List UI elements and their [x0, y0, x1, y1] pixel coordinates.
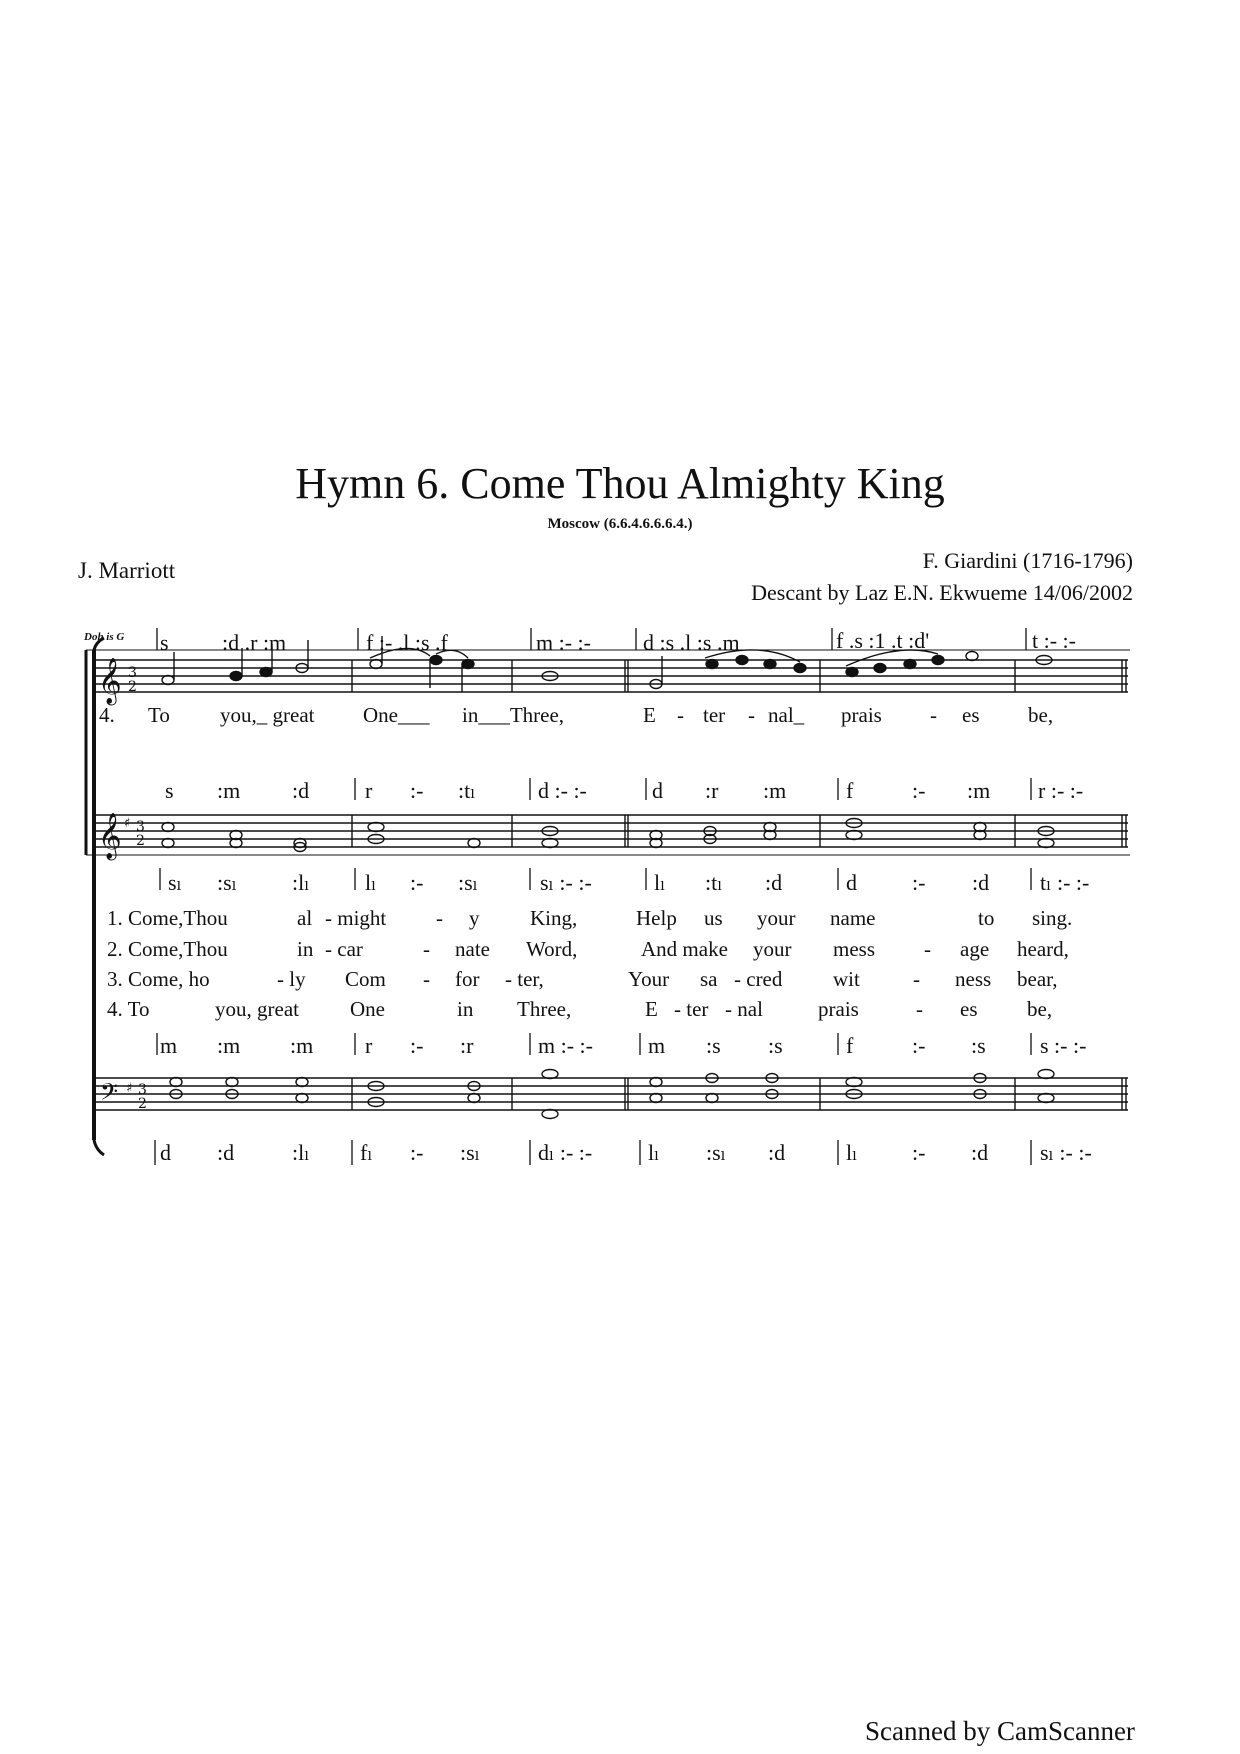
descant-solfa-2: :d .r :m: [222, 630, 287, 655]
descant-lyric-9: -: [748, 703, 755, 727]
tenor-solfa-11: f: [846, 1033, 854, 1058]
note-head: [296, 1094, 308, 1103]
tenor-solfa-4: r: [365, 1033, 373, 1058]
verse-1-syllable: al: [297, 906, 313, 930]
verse-4-syllable: you, great: [215, 997, 299, 1021]
verse-4-syllable: One: [350, 997, 385, 1021]
soprano-solfa-10: :m: [763, 778, 787, 803]
tenor-solfa-8: m: [648, 1033, 666, 1058]
note-head: [932, 656, 944, 665]
descant-time-signature: 3: [128, 665, 137, 681]
descant-lyric-1: 4.: [99, 703, 115, 727]
descant-staff: [96, 660, 1128, 692]
treble-clef-icon: 𝄞: [98, 658, 122, 704]
note-head: [368, 823, 384, 832]
descant-lyric-7: -: [677, 703, 684, 727]
descant-lyric-14: be,: [1028, 703, 1054, 727]
note-head: [170, 1078, 182, 1087]
soprano-solfa-5: :-: [410, 778, 424, 803]
sharp-icon: ♯: [126, 1081, 133, 1096]
composer: F. Giardini (1716-1796): [922, 548, 1133, 573]
verse-3-syllable: 3. Come, ho: [107, 967, 210, 991]
verse-2-syllable: nate: [455, 937, 490, 961]
note-head: [1038, 1094, 1054, 1103]
note-head: [542, 839, 558, 848]
verse-3-syllable: - ly: [277, 967, 306, 991]
descant-lyric-11: prais: [841, 703, 882, 727]
verse-3-syllable: ness: [955, 967, 992, 991]
tenor-solfa-7: m :- :-: [538, 1033, 593, 1058]
verse-4-syllable: 4. To: [107, 997, 150, 1021]
note-head: [846, 668, 858, 677]
verse-2-syllable: -: [924, 937, 931, 961]
note-head: [370, 660, 382, 669]
note-head: [764, 660, 776, 669]
verse-4-syllable: es: [960, 997, 978, 1021]
verse-2-syllable: And make: [641, 937, 728, 961]
verse-3-syllable: for: [455, 967, 480, 991]
verse-2-syllable: age: [960, 937, 990, 961]
alto-solfa-4: lₗ: [365, 870, 377, 895]
brace-head: [94, 638, 104, 650]
tenor-solfa-6: :r: [460, 1033, 474, 1058]
descant-lyric-12: -: [930, 703, 937, 727]
solfa-bar-lines: [155, 628, 1031, 1165]
verse-2-syllable: Word,: [526, 937, 578, 961]
soprano-solfa-14: r :- :-: [1038, 778, 1084, 803]
descant-solfa-7: t :- :-: [1032, 628, 1076, 653]
note-head: [430, 656, 442, 665]
descant-lyric-8: ter: [703, 703, 726, 727]
verse-4-syllable: in: [457, 997, 474, 1021]
note-head: [468, 839, 480, 848]
note-head: [966, 652, 978, 661]
verse-4-syllable: prais: [818, 997, 859, 1021]
bass-solfa-12: :-: [912, 1140, 926, 1165]
verse-1-syllable: y: [469, 906, 480, 930]
alto-solfa-8: lₗ: [654, 870, 666, 895]
alto-solfa-5: :-: [410, 870, 424, 895]
verse-1-syllable: - might: [325, 906, 387, 930]
descant-credit: Descant by Laz E.N. Ekwueme 14/06/2002: [751, 580, 1133, 605]
note-head: [874, 664, 886, 673]
note-head: [162, 823, 174, 832]
tenor-solfa-10: :s: [768, 1033, 783, 1058]
bass-solfa-1: d: [160, 1140, 171, 1165]
alto-solfa-3: :lₗ: [292, 870, 310, 895]
verse-3-syllable: Your: [628, 967, 670, 991]
verse-2-syllable: -: [423, 937, 430, 961]
note-head: [706, 1094, 718, 1103]
soprano-solfa-1: s: [165, 778, 174, 803]
bass-solfa-9: :sₗ: [706, 1140, 727, 1165]
bass-time-signature-lower: 2: [138, 1096, 147, 1112]
bass-solfa-5: :-: [410, 1140, 424, 1165]
verse-2-syllable: mess: [833, 937, 875, 961]
verse-1-syllable: King,: [530, 906, 578, 930]
alto-solfa-1: sₗ: [168, 870, 182, 895]
alto-solfa-11: d: [846, 870, 857, 895]
soprano-solfa-9: :r: [705, 778, 719, 803]
note-head: [904, 660, 916, 669]
tune-name: Moscow (6.6.4.6.6.6.4.): [547, 516, 693, 532]
soprano-solfa-7: d :- :-: [538, 778, 587, 803]
scanner-watermark: Scanned by CamScanner: [865, 1716, 1135, 1746]
descant-solfa-6: f .s :1 .t :d': [836, 628, 930, 653]
tenor-solfa-9: :s: [706, 1033, 721, 1058]
verse-1-syllable: to: [978, 906, 995, 930]
note-head: [846, 1078, 862, 1087]
note-head: [706, 660, 718, 669]
alto-solfa-2: :sₗ: [217, 870, 238, 895]
tenor-solfa-13: :s: [971, 1033, 986, 1058]
note-head: [226, 1078, 238, 1087]
note-head: [468, 1094, 480, 1103]
note-head: [260, 668, 272, 677]
descant-lyric-6: E: [643, 703, 656, 727]
note-head: [1038, 1070, 1054, 1079]
verse-1-syllable: -: [436, 906, 443, 930]
tenor-solfa-2: :m: [217, 1033, 241, 1058]
verse-4-syllable: -: [916, 997, 923, 1021]
lyricist: J. Marriott: [78, 558, 176, 583]
bass-solfa-10: :d: [768, 1140, 786, 1165]
bass-solfa-4: fₗ: [360, 1140, 373, 1165]
verse-1-syllable: name: [830, 906, 876, 930]
descant-lyric-2: To: [148, 703, 170, 727]
verse-2-syllable: - car: [325, 937, 363, 961]
note-head: [650, 1094, 662, 1103]
note-head: [162, 676, 174, 685]
soprano-solfa-3: :d: [292, 778, 310, 803]
bass-solfa-14: sₗ :- :-: [1040, 1140, 1092, 1165]
verse-3-syllable: wit: [833, 967, 860, 991]
bass-clef-icon: 𝄢: [100, 1078, 119, 1111]
verse-3-syllable: - cred: [734, 967, 783, 991]
bass-solfa-11: lₗ: [846, 1140, 858, 1165]
soprano-solfa-6: :tₗ: [458, 778, 476, 803]
descant-solfa-1: s: [160, 630, 169, 655]
note-head: [794, 664, 806, 673]
descant-lyric-13: es: [962, 703, 980, 727]
descant-lyric-10: nal_: [768, 703, 805, 727]
note-head: [162, 839, 174, 848]
verse-1-syllable: 1. Come,Thou: [107, 906, 228, 930]
verse-4-syllable: - nal: [725, 997, 763, 1021]
soprano-solfa-4: r: [365, 778, 373, 803]
verse-1-syllable: us: [704, 906, 723, 930]
verse-4-syllable: Three,: [517, 997, 572, 1021]
key-label: Doh is G: [84, 631, 125, 643]
verse-3-syllable: bear,: [1017, 967, 1058, 991]
bass-solfa-8: lₗ: [648, 1140, 660, 1165]
descant-solfa-4: m :- :-: [536, 630, 591, 655]
treble-staff: [96, 815, 1128, 847]
bass-solfa-13: :d: [971, 1140, 989, 1165]
tenor-solfa-1: m: [160, 1033, 178, 1058]
verse-1-syllable: your: [757, 906, 796, 930]
soprano-solfa-11: f: [846, 778, 854, 803]
bass-solfa-2: :d: [217, 1140, 235, 1165]
soprano-solfa-12: :-: [912, 778, 926, 803]
bass-solfa-3: :lₗ: [292, 1140, 310, 1165]
descant-solfa-3: f :- .l :s .f: [366, 630, 448, 655]
tenor-solfa-14: s :- :-: [1040, 1033, 1087, 1058]
treble-time-signature: 3: [136, 819, 145, 835]
tenor-solfa-5: :-: [410, 1033, 424, 1058]
descant-lyric-3: you,_ great: [220, 703, 315, 727]
verse-4-syllable: be,: [1027, 997, 1053, 1021]
alto-solfa-6: :sₗ: [458, 870, 479, 895]
descant-solfa-5: d :s .l :s .m: [643, 630, 740, 655]
descant-lyric-4: One___: [363, 703, 430, 727]
note-head: [542, 1070, 558, 1079]
verse-3-syllable: -: [423, 967, 430, 991]
note-head: [650, 1078, 662, 1087]
verse-1-syllable: Help: [636, 906, 677, 930]
tenor-solfa-3: :m: [290, 1033, 314, 1058]
alto-solfa-10: :d: [765, 870, 783, 895]
verse-2-syllable: your: [753, 937, 792, 961]
descant-lyric-5: in___Three,: [462, 703, 565, 727]
alto-solfa-7: sₗ :- :-: [540, 870, 592, 895]
alto-solfa-13: :d: [972, 870, 990, 895]
verse-3-syllable: Com: [345, 967, 386, 991]
brace-tail: [94, 1140, 104, 1155]
bass-solfa-6: :sₗ: [460, 1140, 481, 1165]
bass-solfa-7: dₗ :- :-: [538, 1140, 593, 1165]
soprano-solfa-13: :m: [967, 778, 991, 803]
bass-time-signature: 3: [138, 1082, 147, 1098]
note-head: [230, 672, 242, 681]
verse-3-syllable: - ter,: [505, 967, 544, 991]
descant-time-signature-lower: 2: [128, 679, 137, 695]
bass-staff: [96, 1078, 1128, 1110]
treble-time-signature-lower: 2: [136, 833, 145, 849]
verse-3-syllable: sa: [700, 967, 718, 991]
alto-solfa-14: tₗ :- :-: [1040, 870, 1090, 895]
note-head: [1038, 839, 1054, 848]
alto-solfa-12: :-: [912, 870, 926, 895]
note-head: [736, 656, 748, 665]
note-head: [462, 660, 474, 669]
hymn-title: Hymn 6. Come Thou Almighty King: [295, 459, 945, 508]
note-head: [846, 831, 862, 840]
alto-solfa-9: :tₗ: [705, 870, 723, 895]
soprano-solfa-8: d: [652, 778, 663, 803]
tenor-solfa-12: :-: [912, 1033, 926, 1058]
verse-2-syllable: in: [297, 937, 314, 961]
verse-3-syllable: -: [913, 967, 920, 991]
verse-4-syllable: - ter: [674, 997, 709, 1021]
verse-1-syllable: sing.: [1032, 906, 1073, 930]
verse-2-syllable: 2. Come,Thou: [107, 937, 228, 961]
verse-4-syllable: E: [645, 997, 658, 1021]
note-head: [296, 1078, 308, 1087]
sharp-icon: ♯: [124, 816, 131, 831]
soprano-solfa-2: :m: [217, 778, 241, 803]
treble-clef-icon: 𝄞: [98, 813, 122, 859]
note-head: [542, 1110, 558, 1119]
verse-2-syllable: heard,: [1017, 937, 1069, 961]
